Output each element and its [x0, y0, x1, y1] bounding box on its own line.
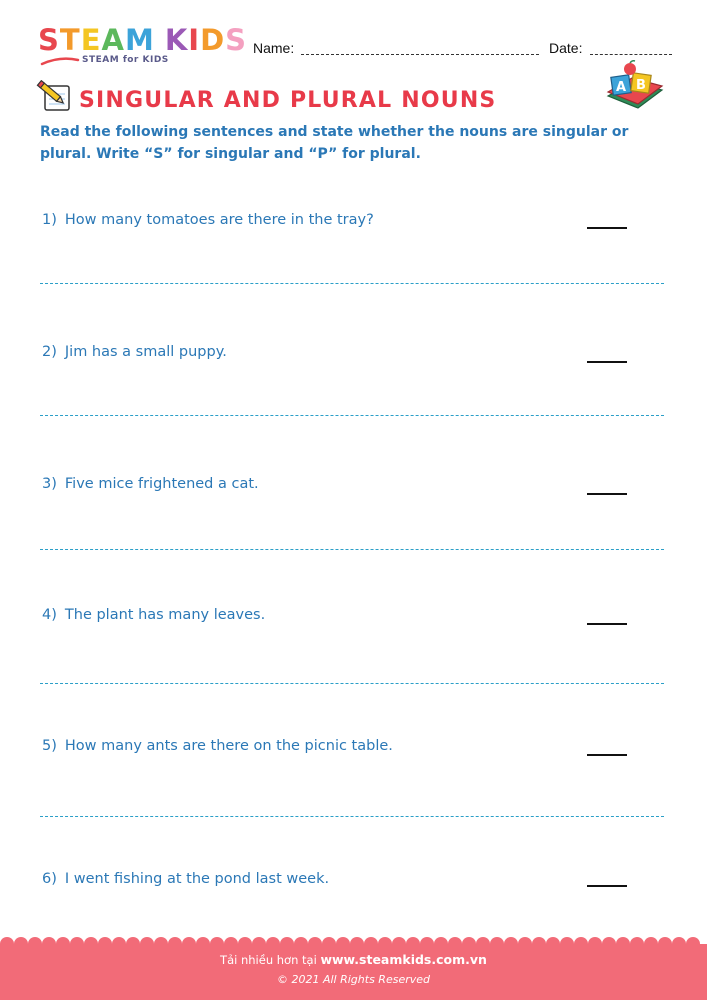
footer-website-link[interactable]: www.steamkids.com.vn — [320, 952, 487, 967]
answer-blank-5[interactable] — [587, 754, 627, 756]
steam-kids-logo — [38, 23, 248, 57]
logo-subtitle: STEAM for KIDS — [82, 55, 169, 65]
logo-letter: S — [38, 23, 60, 57]
question-5 — [42, 738, 393, 754]
footer-prefix: Tải nhiều hơn tại — [220, 953, 317, 967]
writing-line-3[interactable] — [40, 549, 664, 550]
name-field[interactable] — [301, 54, 539, 55]
question-number: 6) — [42, 871, 57, 887]
svg-text:B: B — [636, 78, 646, 93]
question-6 — [42, 871, 329, 887]
abc-book-apple-icon — [604, 60, 666, 114]
date-field[interactable] — [590, 54, 672, 55]
question-text: How many ants are there on the picnic table. — [64, 738, 393, 754]
question-text: How many tomatoes are there in the tray? — [64, 212, 374, 228]
question-3 — [42, 476, 259, 492]
answer-blank-1[interactable] — [587, 227, 627, 229]
footer-copyright: © 2021 All Rights Reserved — [276, 973, 430, 986]
instruction-text: Read the following sentences and state whether the nouns are singular or plural. Write “S” for singular and “P” for plural. — [40, 124, 629, 162]
question-2 — [42, 344, 227, 360]
logo-letter: K — [164, 23, 189, 57]
question-4 — [42, 607, 265, 623]
question-number: 2) — [42, 344, 57, 360]
writing-line-4[interactable] — [40, 683, 664, 684]
question-text: Five mice frightened a cat. — [64, 476, 259, 492]
writing-line-1[interactable] — [40, 283, 664, 284]
logo-letter: M — [124, 23, 155, 57]
answer-blank-2[interactable] — [587, 361, 627, 363]
question-number: 5) — [42, 738, 57, 754]
footer-website-line — [0, 952, 707, 967]
question-1 — [42, 212, 374, 228]
question-text: The plant has many leaves. — [64, 607, 266, 623]
logo-letter: T — [59, 23, 81, 57]
question-number: 4) — [42, 607, 57, 623]
logo-letter: D — [200, 23, 226, 57]
question-text: I went fishing at the pond last week. — [64, 871, 330, 887]
logo-letter: S — [225, 23, 248, 57]
worksheet-title: SINGULAR AND PLURAL NOUNS — [79, 88, 497, 113]
answer-blank-3[interactable] — [587, 493, 627, 495]
writing-line-5[interactable] — [40, 816, 664, 817]
name-label: Name: — [253, 40, 295, 56]
logo-letter: I — [188, 23, 201, 57]
answer-blank-6[interactable] — [587, 885, 627, 887]
answer-blank-4[interactable] — [587, 623, 627, 625]
date-label: Date: — [549, 40, 583, 56]
logo-letter: E — [80, 23, 102, 57]
question-number: 1) — [42, 212, 57, 228]
logo-swoosh-icon — [40, 55, 80, 67]
pencil-notepad-icon — [35, 80, 75, 114]
logo-letter: A — [101, 23, 125, 57]
svg-text:A: A — [616, 80, 627, 95]
question-text: Jim has a small puppy. — [64, 344, 227, 360]
writing-line-2[interactable] — [40, 415, 664, 416]
question-number: 3) — [42, 476, 57, 492]
